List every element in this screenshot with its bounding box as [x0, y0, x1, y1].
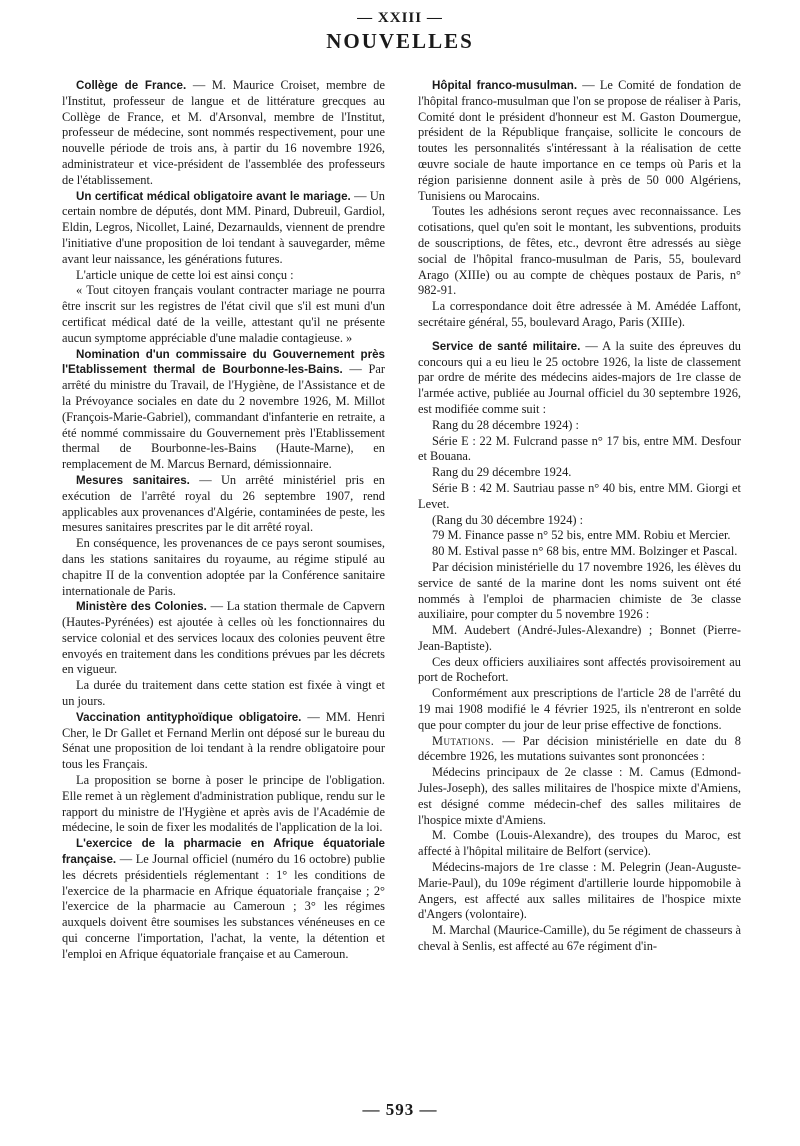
paragraph: 80 M. Estival passe n° 68 bis, entre MM. Bolzinger et Pascal.: [432, 544, 738, 559]
section-title: NOUVELLES: [326, 29, 474, 53]
paragraph: [62, 189, 385, 268]
paragraph: Toutes les adhésions seront reçues avec reconnaissance. Les cotisations, quel qu'en soit le montant, les subventions, produits de souscriptions, de fêtes, etc., devront être adressés au siège social de l'hôpital franco-musulman de Paris, 55, boulevard Arago (XIIIe) ou au compte de chèques postaux de Paris, n° 982-91.: [418, 204, 741, 298]
paragraph: 79 M. Finance passe n° 52 bis, entre MM. Robiu et Mercier.: [432, 528, 731, 543]
paragraph-text: — Le Journal officiel (numéro du 16 octobre) publie les décrets présidentiels réglementant : 1° les conditions de l'exercice de la pharmacie en Afrique équatoriale française ; 2° l'exercice de la pharmacie au Cameroun ; 3° les régimes auxquels doivent être soumises les substances vénéneuses en ce qui concerne l'importation, l'achat, la vente, la détention et l'emploi en Afrique équatoriale française et au Cameroun.: [62, 852, 385, 961]
paragraph-text: — A la suite des épreuves du concours qui a eu lieu le 25 octobre 1926, la liste de classement par ordre de mérite des médecins aides-majors de 1re classe de l'armée active, publiée au Journal officiel du 30 septembre 1926, est modifiée comme suit :: [418, 338, 741, 416]
quotation: « Tout citoyen français voulant contracter mariage ne pourra être inscrit sur les registres de l'état civil que s'il est muni d'un certificat médical daté de la veille, attestant qu'il ne présente aucun symptome appréciable d'une maladie contagieuse. »: [62, 283, 385, 345]
paragraph-text: — La station thermale de Capvern (Hautes-Pyrénées) est ajoutée à celles où les fonctionnaires du service colonial et des services locaux des colonies peuvent être envoyés en traitement dans les conditions prévues par les décrets en vigueur.: [62, 599, 385, 677]
paragraph: [62, 347, 385, 473]
paragraph: Rang du 29 décembre 1924.: [432, 465, 572, 480]
article-heading: Collège de France.: [76, 79, 187, 92]
right-column: [418, 78, 741, 955]
running-head: — XXIII —: [357, 10, 443, 26]
paragraph: Par décision ministérielle du 17 novembre 1926, les élèves du service de santé de la marine dont les noms suivent ont été nommés à l'emploi de pharmacien chimiste de 3e classe auxiliaire, pour compter du 5 novembre 1926 :: [418, 559, 741, 622]
paragraph: La durée du traitement dans cette station est fixée à vingt et un jours.: [62, 678, 385, 709]
paragraph: Série E : 22 M. Fulcrand passe n° 17 bis, entre MM. Desfour et Bouana.: [418, 433, 741, 464]
paragraph: Rang du 28 décembre 1924) :: [432, 417, 579, 432]
paragraph: La correspondance doit être adressée à M. Amédée Laffont, secrétaire général, 55, boulevard Arago, Paris (XIIIe).: [418, 299, 741, 329]
paragraph: [62, 710, 385, 773]
paragraph: [418, 78, 741, 204]
paragraph: (Rang du 30 décembre 1924) :: [432, 512, 584, 527]
article-heading: Mesures sanitaires.: [76, 473, 190, 487]
article-heading: Service de santé militaire.: [432, 339, 581, 353]
paragraph: [418, 734, 741, 766]
paragraph-text: — M. Maurice Croiset, membre de l'Institut, professeur de langue et de littérature grecques au Collège de France, et M. d'Arsonval, membre de l'Institut, professeur de médecine, sont nommés respectivement, pour une nouvelle période de trois ans, à partir du 16 novembre 1926, administrateur et vice-président de l'assemblée des professeurs de l'établissement.: [62, 78, 385, 187]
paragraph: La proposition se borne à poser le principe de l'obligation. Elle remet à un règlement d'administration publique, rendu sur le rapport du ministre de l'Hygiène et après avis de l'Académie de médecine, le soin de fixer les modalités de l'application de la loi.: [62, 773, 385, 835]
paragraph: [62, 78, 385, 189]
article-heading: Hôpital franco-musulman.: [432, 79, 578, 92]
paragraph: M. Marchal (Maurice-Camille), du 5e régiment de chasseurs à cheval à Senlis, est affecté au 67e régiment d'in-: [418, 923, 741, 954]
paragraph: MM. Audebert (André-Jules-Alexandre) ; Bonnet (Pierre-Jean-Baptiste).: [418, 623, 741, 653]
page-number: — 593 —: [362, 1100, 438, 1119]
paragraph: M. Combe (Louis-Alexandre), des troupes du Maroc, est affecté à l'hôpital militaire de Belfort (service).: [418, 828, 741, 859]
article-heading: Un certificat médical obligatoire avant le mariage.: [76, 189, 351, 203]
paragraph: Ces deux officiers auxiliaires sont affectés provisoirement au port de Rochefort.: [418, 654, 741, 685]
paragraph: En conséquence, les provenances de ce pays seront soumises, dans les stations sanitaires du royaume, au régime stipulé au chapitre II de la convention adoptée par la Conférence sanitaire internationale de Paris.: [62, 536, 385, 598]
paragraph: Médecins principaux de 2e classe : M. Camus (Edmond-Jules-Joseph), des salles militaires de l'hospice mixte d'Amiens, est désigné comme médecin-chef des salles militaires de l'hospice mixte d'Amiens.: [418, 765, 741, 827]
paragraph: [418, 339, 741, 418]
paragraph-text: — Par décision ministérielle en date du 8 décembre 1926, les mutations suivantes sont prononcées :: [418, 733, 741, 764]
article-heading: Mutations.: [432, 733, 495, 748]
paragraph-text: — Par arrêté du ministre du Travail, de l'Hygiène, de l'Assistance et de la Prévoyance sociales en date du 2 novembre 1926, M. Millot (François-Marie-Gabriel), commandant d'infanterie en retraite, a été nommé commissaire du Gouvernement près l'Etablissement thermal de Bourbonne-les-Bains (Haute-Marne), en remplacement de M. Marcus Bernard, démissionnaire.: [62, 362, 385, 472]
paragraph: L'article unique de cette loi est ainsi conçu :: [76, 267, 294, 282]
paragraph: [62, 473, 385, 536]
paragraph-text: — MM. Henri Cher, le Dr Gallet et Fernand Merlin ont déposé sur le bureau du Sénat une proposition de loi tendant à la rendre obligatoire pour tous les Français.: [62, 709, 385, 772]
paragraph-text: — Le Comité de fondation de l'hôpital franco-musulman que l'on se propose de réaliser à Paris, Comité dont le président d'honneur est M. Gaston Doumergue, président de la République française, sollicite le concours de toutes les personnalités s'intéressant à la réalisation de cette œuvre sociale de haute importance en ce temps où Paris et la région parisienne donnent asile à près de 50 000 Algériens, Tunisiens ou Marocains.: [418, 78, 741, 203]
article-heading: Vaccination antityphoïdique obligatoire.: [76, 710, 302, 724]
paragraph: [62, 836, 385, 962]
paragraph: Conformément aux prescriptions de l'article 28 de l'arrêté du 19 mai 1908 modifié le 4 février 1925, ils n'entreront en solde que pour compter du jour de leur prise effective de fonctions.: [418, 686, 741, 732]
article-heading: Nomination d'un commissaire du Gouvernement près l'Etablissement thermal de Bourbonne-les-Bains.: [62, 347, 385, 377]
paragraph: Médecins-majors de 1re classe : M. Pelegrin (Jean-Auguste-Marie-Paul), du 109e régiment d'artillerie lourde hippomobile à Angers, est affecté aux salles militaires de l'hospice mixte d'Angers (volontaire).: [418, 860, 741, 922]
paragraph: Série B : 42 M. Sautriau passe n° 40 bis, entre MM. Giorgi et Levet.: [418, 480, 741, 511]
page-header: [0, 10, 800, 54]
article-heading: Ministère des Colonies.: [76, 600, 207, 614]
paragraph-text: — Un arrêté ministériel pris en exécution de l'arrêté royal du 26 septembre 1907, rend applicables aux provenances d'Algérie, contaminées de peste, les mesures sanitaires prescrites par le dit arrêté royal.: [62, 472, 386, 535]
paragraph: [62, 599, 385, 678]
article-heading: L'exercice de la pharmacie en Afrique équatoriale française.: [62, 837, 385, 867]
paragraph-text: — Un certain nombre de députés, dont MM. Pinard, Dubreuil, Gardiol, Eldin, Legros, Nicollet, Lainé, Dezarnaulds, viennent de prendre l'initiative d'une proposition de loi tendant à sauvegarder, même avant leur naissance, les générations futures.: [62, 188, 385, 266]
left-column: [62, 78, 385, 963]
